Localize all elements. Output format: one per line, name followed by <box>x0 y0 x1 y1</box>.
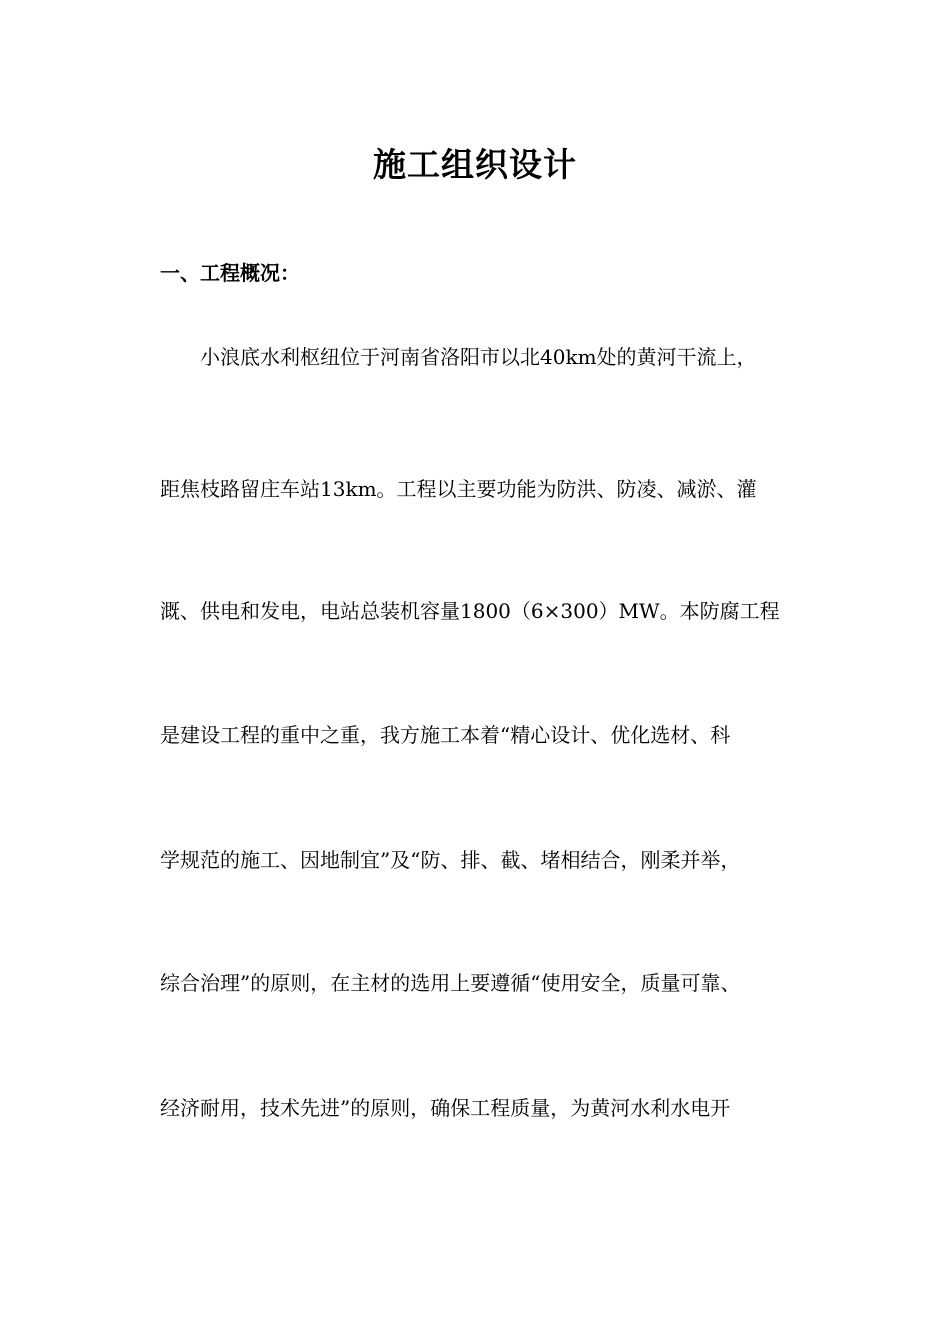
section-heading: 一、工程概况： <box>160 261 300 285</box>
paragraph-line: 溉、供电和发电，电站总装机容量1800（6×300）MW。本防腐工程 <box>160 599 780 623</box>
paragraph-line: 是建设工程的重中之重，我方施工本着“精心设计、优化选材、科 <box>160 723 731 747</box>
document-title: 施工组织设计 <box>373 145 577 184</box>
paragraph-line: 综合治理”的原则，在主材的选用上要遵循“使用安全，质量可靠、 <box>160 971 741 995</box>
paragraph-line: 距焦枝路留庄车站13km。工程以主要功能为防洪、防凌、减淤、灌 <box>160 477 757 501</box>
paragraph-line: 小浪底水利枢纽位于河南省洛阳市以北40km处的黄河干流上， <box>160 345 757 369</box>
paragraph-line: 学规范的施工、因地制宜”及“防、排、截、堵相结合，刚柔并举， <box>160 848 741 872</box>
paragraph-line: 经济耐用，技术先进”的原则，确保工程质量，为黄河水利水电开 <box>160 1096 731 1120</box>
